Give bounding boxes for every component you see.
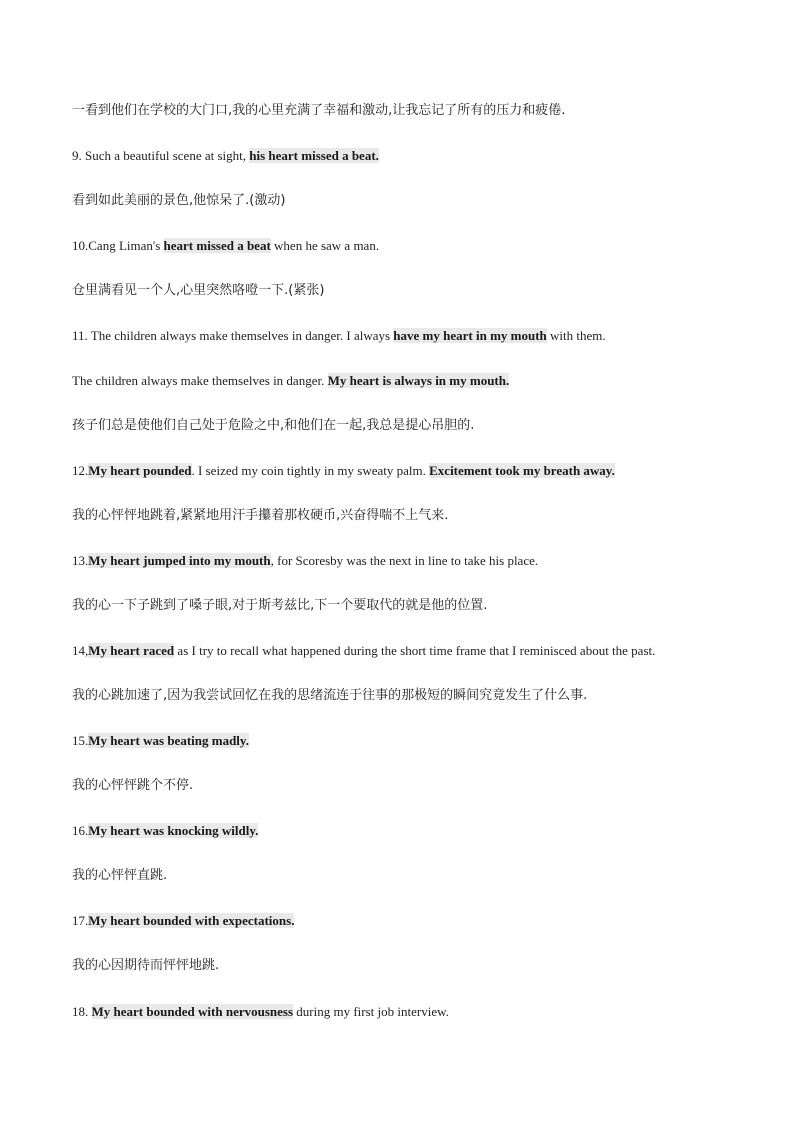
highlighted-phrase: his heart missed a beat.	[249, 148, 379, 163]
line-text: 我的心因期待而怦怦地跳.	[72, 958, 220, 973]
document-line	[72, 912, 754, 930]
line-text: 我的心怦怦跳个不停.	[72, 778, 194, 793]
line-text: 9. Such a beautiful scene at sight,	[72, 148, 250, 163]
highlighted-phrase: My heart was beating madly.	[88, 733, 249, 748]
highlighted-phrase: My heart bounded with expectations.	[88, 913, 295, 928]
line-text: , for Scoresby was the next in line to take his place.	[270, 553, 539, 568]
line-text: with them.	[546, 328, 606, 343]
document-line	[72, 462, 754, 480]
highlighted-phrase: My heart was knocking wildly.	[88, 823, 259, 838]
document-line	[72, 147, 754, 165]
highlighted-phrase: My heart jumped into my mouth	[88, 553, 271, 568]
highlighted-phrase: Excitement took my breath away.	[429, 463, 615, 478]
document-line	[72, 1003, 754, 1021]
line-text: as I try to recall what happened during the short time frame that I reminisced about the past.	[174, 643, 656, 658]
document-line	[72, 687, 754, 705]
document-line	[72, 597, 754, 615]
document-line	[72, 777, 754, 795]
document-line	[72, 552, 754, 570]
line-text: 看到如此美丽的景色,他惊呆了.(激动)	[72, 193, 286, 208]
line-text: 我的心一下子跳到了嗓子眼,对于斯考兹比,下一个要取代的就是他的位置.	[72, 598, 488, 613]
line-text: 15.	[72, 733, 89, 748]
line-text: The children always make themselves in danger.	[72, 373, 328, 388]
line-text: 18.	[72, 1004, 92, 1019]
line-text: 一看到他们在学校的大门口,我的心里充满了幸福和激动,让我忘记了所有的压力和疲倦.	[72, 103, 566, 118]
document-line	[72, 372, 754, 390]
line-text: 我的心跳加速了,因为我尝试回忆在我的思绪流连于往事的那极短的瞬间究竟发生了什么事.	[72, 688, 588, 703]
document-line	[72, 957, 754, 975]
line-text: 12.	[72, 463, 89, 478]
highlighted-phrase: My heart is always in my mouth.	[327, 373, 510, 388]
document-line	[72, 507, 754, 525]
highlighted-phrase: have my heart in my mouth	[393, 328, 547, 343]
document-line	[72, 732, 754, 750]
document-line	[72, 417, 754, 435]
line-text: 孩子们总是使他们自己处于危险之中,和他们在一起,我总是提心吊胆的.	[72, 418, 475, 433]
document-line	[72, 192, 754, 210]
document-line	[72, 282, 754, 300]
line-text: 16.	[72, 823, 89, 838]
line-text: 14,	[72, 643, 89, 658]
line-text: 17.	[72, 913, 89, 928]
document-line	[72, 867, 754, 885]
line-text: when he saw a man.	[270, 238, 380, 253]
highlighted-phrase: My heart raced	[88, 643, 175, 658]
line-text: 仓里满看见一个人,心里突然咯噔一下.(紧张)	[72, 283, 325, 298]
line-text: 13.	[72, 553, 89, 568]
document-line	[72, 642, 754, 660]
line-text: 11. The children always make themselves in danger. I always	[72, 328, 394, 343]
line-text: 我的心怦怦直跳.	[72, 868, 168, 883]
highlighted-phrase: heart missed a beat	[163, 238, 271, 253]
document-line	[72, 822, 754, 840]
line-text: 我的心怦怦地跳着,紧紧地用汗手攥着那枚硬币,兴奋得喘不上气来.	[72, 508, 449, 523]
line-text: during my first job interview.	[293, 1004, 449, 1019]
highlighted-phrase: My heart bounded with nervousness	[91, 1004, 294, 1019]
highlighted-phrase: My heart pounded	[88, 463, 192, 478]
document-line	[72, 327, 754, 345]
line-text: 10.Cang Liman's	[72, 238, 164, 253]
document-line	[72, 237, 754, 255]
document-line	[72, 102, 754, 120]
line-text: . I seized my coin tightly in my sweaty palm.	[191, 463, 430, 478]
